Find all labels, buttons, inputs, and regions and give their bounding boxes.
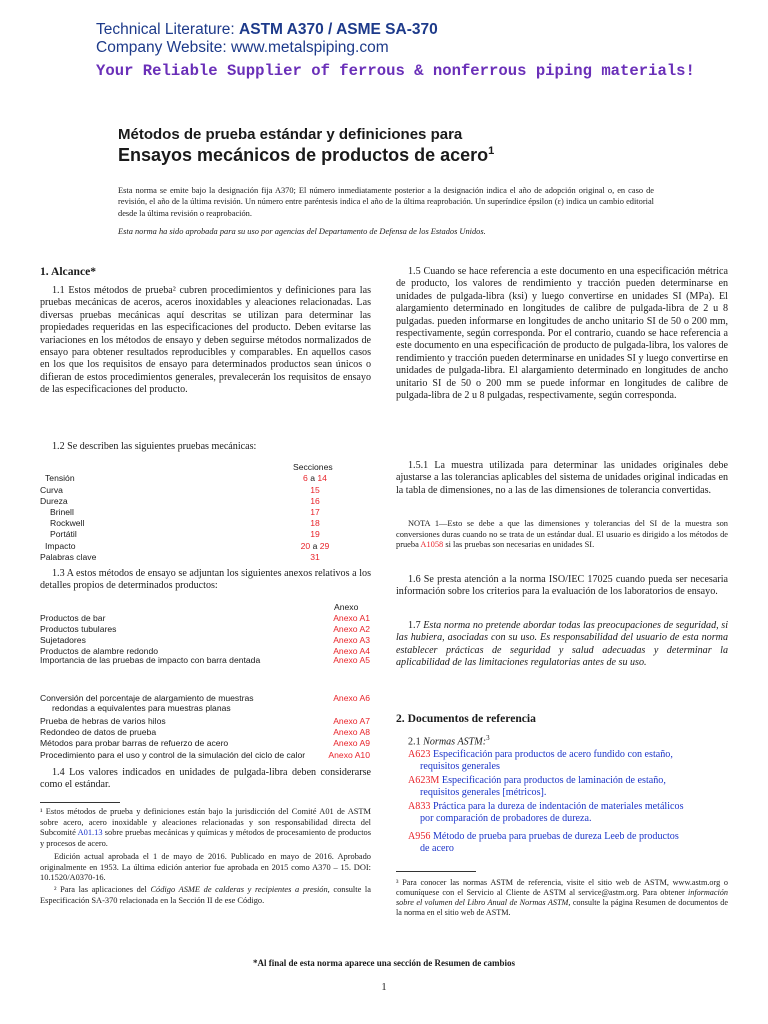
annual-book-title: información sobre el volumen del Libro Anual de Normas ASTM xyxy=(396,888,728,908)
reference-code[interactable]: A623 xyxy=(408,749,431,760)
reference-item[interactable] xyxy=(408,749,673,762)
section-link[interactable]: 16 xyxy=(310,496,320,506)
section-ref[interactable] xyxy=(250,519,380,528)
annex-name: Métodos para probar barras de refuerzo de acero xyxy=(40,738,229,748)
para-2-1-number: 2.1 xyxy=(408,736,424,748)
annex-name: Productos de alambre redondo xyxy=(40,646,159,656)
section-link[interactable]: 31 xyxy=(310,552,320,562)
para-1-1: 1.1 Estos métodos de prueba² cubren procedimientos y definiciones para las pruebas mecánicas de aceros, aceros inoxidables y aleaciones relacionadas. Las diversas pruebas mecánicas aquí descritas se utilizan para determinar las propiedades requeridas en las especificaciones del producto. Deben evitarse las variaciones en los métodos de ensayo y deben seguirse métodos normalizados de ensayo para obtener resultados reproducibles y comparables. En aquellos casos en los que los requisitos de ensayo para determinados productos sean únicos o difieran de estos procedimientos generales, prevalecerán los requisitos de ensayo de las especificaciones del producto. xyxy=(40,285,371,396)
annex-link[interactable]: Anexo A1 xyxy=(333,613,370,623)
reference-title-cont[interactable]: por comparación de probadores de dureza. xyxy=(420,813,592,824)
section-link[interactable]: 6 xyxy=(303,473,308,483)
para-1-3: 1.3 A estos métodos de ensayo se adjuntan los siguientes anexos relativos a los detalles propios de determinados productos: xyxy=(40,568,371,592)
footnote-divider xyxy=(40,802,120,803)
reference-title-cont[interactable]: de acero xyxy=(420,843,454,854)
annex-name: Redondeo de datos de prueba xyxy=(40,727,157,737)
range-separator: a xyxy=(307,473,318,483)
section-ref[interactable] xyxy=(250,530,380,539)
annex-name: Productos de bar xyxy=(40,613,106,623)
company-website[interactable]: Company Website: www.metalspiping.com xyxy=(96,39,389,56)
annex-name-cont: redondas a equivalentes para muestras planas xyxy=(52,703,231,713)
reference-title-cont[interactable]: requisitos generales [métricos]. xyxy=(420,787,547,798)
reference-item[interactable] xyxy=(408,801,684,814)
summary-of-changes-note: *Al final de esta norma aparece una sección de Resumen de cambios xyxy=(252,958,516,968)
test-name: Dureza xyxy=(40,496,68,506)
para-1-4: 1.4 Los valores indicados en unidades de pulgada-libra deben considerarse como el estándar. xyxy=(40,767,371,791)
annex-link[interactable]: Anexo A3 xyxy=(333,635,370,645)
para-1-7 xyxy=(396,620,728,670)
sections-header: Secciones xyxy=(293,462,333,472)
footnote-2 xyxy=(40,885,371,906)
reference-item[interactable] xyxy=(408,831,679,844)
section-ref[interactable] xyxy=(250,486,380,495)
approval-notice: Esta norma ha sido aprobada para su uso por agencias del Departamento de Defensa de los Estados Unidos. xyxy=(118,227,486,236)
section-ref[interactable] xyxy=(250,553,380,562)
subcommittee-link[interactable]: A01.13 xyxy=(77,828,103,838)
para-1-7-text: Esta norma no pretende abordar todas las preocupaciones de seguridad, si las hubiera, asociadas con su uso. Es responsabilidad del usuario de esta norma establecer prácticas de seguridad y salud adecuadas y determinar la aplicabilidad de las limitaciones regulatorias antes de su uso. xyxy=(396,620,729,669)
section-2-heading: 2. Documentos de referencia xyxy=(396,712,536,725)
annex-link[interactable]: Anexo A6 xyxy=(333,693,370,703)
annex-link[interactable]: Anexo A4 xyxy=(333,646,370,656)
reference-code[interactable]: A956 xyxy=(408,831,431,842)
test-name: Rockwell xyxy=(50,518,85,528)
section-ref[interactable] xyxy=(250,508,380,517)
reference-title[interactable]: Especificación para productos de laminación de estaño, xyxy=(439,775,666,786)
annex-name: Productos tubulares xyxy=(40,624,117,634)
doc-title-line1: Métodos de prueba estándar y definiciones para xyxy=(118,126,463,143)
para-1-6: 1.6 Se presta atención a la norma ISO/IEC 17025 cuando pueda ser necesaria información sobre los criterios para la evaluación de los laboratorios de ensayo. xyxy=(396,574,728,598)
annex-header: Anexo xyxy=(334,602,359,612)
section-ref[interactable] xyxy=(250,542,380,551)
annex-name: Sujetadores xyxy=(40,635,86,645)
a1058-link[interactable]: A1058 xyxy=(420,540,444,550)
literature-line xyxy=(96,21,438,39)
section-link[interactable]: 20 xyxy=(300,541,311,551)
title-footnote-mark: 1 xyxy=(488,145,495,157)
section-link[interactable]: 15 xyxy=(310,485,320,495)
note-1-text-end: si las pruebas son necesarias en unidades SI. xyxy=(443,540,595,550)
section-ref[interactable] xyxy=(250,497,380,506)
footnote-1-edition: Edición actual aprobada el 1 de mayo de 2016. Publicado en mayo de 2016. Aprobado originalmente en 1953. La última edición anterior fue aprobada en 2015 como A370 – 15. DOI: 10.1520/A0370-16. xyxy=(40,852,371,883)
range-separator: a xyxy=(310,541,320,551)
annex-name: Conversión del porcentaje de alargamiento de muestras xyxy=(40,693,254,703)
footnote-3-mark: 3 xyxy=(486,734,490,742)
reference-title[interactable]: Práctica para la dureza de indentación de materiales metálicos xyxy=(430,801,684,812)
section-link[interactable]: 17 xyxy=(310,507,320,517)
note-1 xyxy=(396,519,728,551)
literature-prefix: Technical Literature: xyxy=(96,21,240,38)
designation-notice: Esta norma se emite bajo la designación fija A370; El número inmediatamente posterior a la designación indica el año de adopción original o, en caso de revisión, el año de la última revisión. Un número entre paréntesis indica el año de la última reaprobación. Un superíndice épsilon (ε) indica un cambio editorial desde la última revisión o reaprobación. xyxy=(118,186,654,218)
test-name: Impacto xyxy=(45,541,76,551)
reference-code[interactable]: A623M xyxy=(408,775,440,786)
reference-title-cont[interactable]: requisitos generales xyxy=(420,761,500,772)
footnote-3-text-end: , consulte la página Resumen de documentos de la norma en el sitio web de ASTM. xyxy=(396,898,729,918)
para-1-5-1: 1.5.1 La muestra utilizada para determinar las unidades originales debe ajustarse a las tolerancias aplicables del sistema de unidades original indicadas en la tabla de dimensiones, no a las de las dimensiones de tolerancia convertidas. xyxy=(396,460,728,496)
footnote-divider-right xyxy=(396,871,476,872)
footnote-2-text: ² Para las aplicaciones del xyxy=(54,885,151,894)
annex-name: Prueba de hebras de varios hilos xyxy=(40,716,166,726)
test-name: Tensión xyxy=(45,473,75,483)
annex-name: Procedimiento para el uso y control de la simulación del ciclo de calor xyxy=(40,750,306,760)
reference-code[interactable]: A833 xyxy=(408,801,431,812)
annex-link[interactable]: Anexo A10 xyxy=(328,750,370,760)
test-name: Portátil xyxy=(50,529,77,539)
footnote-2-text-end: , consulte la Especificación SA-370 relacionada en la Sección II de ese Código. xyxy=(40,885,371,905)
astm-standards-label: Normas ASTM: xyxy=(423,736,487,748)
section-link[interactable]: 19 xyxy=(310,529,320,539)
note-1-text: NOTA 1—Esto se debe a que las dimensiones y tolerancias del SI de la muestra son conversiones duras cuando no se trata de un estándar dual. El usuario es dirigido a los métodos de prueba xyxy=(396,519,728,550)
footnote-1-text-end: sobre pruebas mecánicas y químicas y métodos de procesamiento de productos y procesos de acero. xyxy=(40,828,371,848)
supplier-tagline: Your Reliable Supplier of ferrous & nonferrous piping materials! xyxy=(96,62,695,80)
reference-title[interactable]: Especificación para productos de acero fundido con estaño, xyxy=(430,749,673,760)
para-1-5: 1.5 Cuando se hace referencia a este documento en una especificación métrica de producto, los valores de rendimiento y tracción pueden determinarse en unidades de pulgada-libra (ksi) y luego convertirse en unidades SI (MPa). El alargamiento determinado en longitudes de calibre de pulgada-libra de 2 u 8 pulgadas. pueden informarse en longitudes de ancho unitario SI de 50 o 200 mm, respectivamente, según corresponda. Por el contrario, cuando se hace referencia a este documento en una especificación de producto de pulgada-libra, los valores de rendimiento y tracción pueden determinarse en unidades SI y luego convertirse en unidades de pulgada-libra. El alargamiento determinado en longitudes de ancho unitario SI de 50 o 200 mm se puede informar en longitudes de calibre de pulgada-libra de 2 u 8 pulgadas, respectivamente, según corresponda. xyxy=(396,266,728,402)
reference-title[interactable]: Método de prueba para pruebas de dureza Leeb de productos xyxy=(430,831,679,842)
para-2-1 xyxy=(408,732,490,749)
section-link[interactable]: 18 xyxy=(310,518,320,528)
literature-standard: ASTM A370 / ASME SA-370 xyxy=(239,21,438,38)
para-1-7-number: 1.7 xyxy=(408,620,424,631)
annex-link[interactable]: Anexo A7 xyxy=(333,716,370,726)
annex-link[interactable]: Anexo A2 xyxy=(333,624,370,634)
annex-name: Importancia de las pruebas de impacto con barra dentada xyxy=(40,655,261,665)
page-number: 1 xyxy=(381,982,387,993)
test-name: Brinell xyxy=(50,507,74,517)
reference-item[interactable] xyxy=(408,775,666,788)
annex-link[interactable]: Anexo A8 xyxy=(333,727,370,737)
footnote-1-text: ¹ Estos métodos de prueba y definiciones están bajo la jurisdicción del Comité A01 de ASTM sobre acero, acero inoxidable y aleaciones relacionadas y son responsabilidad directa del Subcomité xyxy=(40,807,371,838)
footnote-3 xyxy=(396,878,728,918)
annex-link[interactable]: Anexo A9 xyxy=(333,738,370,748)
section-ref[interactable] xyxy=(250,474,380,483)
section-link[interactable]: 14 xyxy=(317,473,327,483)
asme-code-title: Código ASME de calderas y recipientes a presión xyxy=(150,885,328,894)
annex-link[interactable]: Anexo A5 xyxy=(333,655,370,665)
test-name: Curva xyxy=(40,485,63,495)
footnote-1 xyxy=(40,807,371,849)
test-name: Palabras clave xyxy=(40,552,97,562)
para-1-2: 1.2 Se describen las siguientes pruebas mecánicas: xyxy=(52,441,257,452)
section-1-heading: 1. Alcance* xyxy=(40,265,97,278)
doc-title-text: Ensayos mecánicos de productos de acero xyxy=(118,145,489,165)
doc-title-line2 xyxy=(118,145,494,166)
footnote-3-text: ³ Para conocer las normas ASTM de referencia, visite el sitio web de ASTM, www.astm.org o comuníquese con el Servicio al Cliente de ASTM al service@astm.org. Para obtener xyxy=(396,878,728,898)
section-link[interactable]: 29 xyxy=(319,541,330,551)
